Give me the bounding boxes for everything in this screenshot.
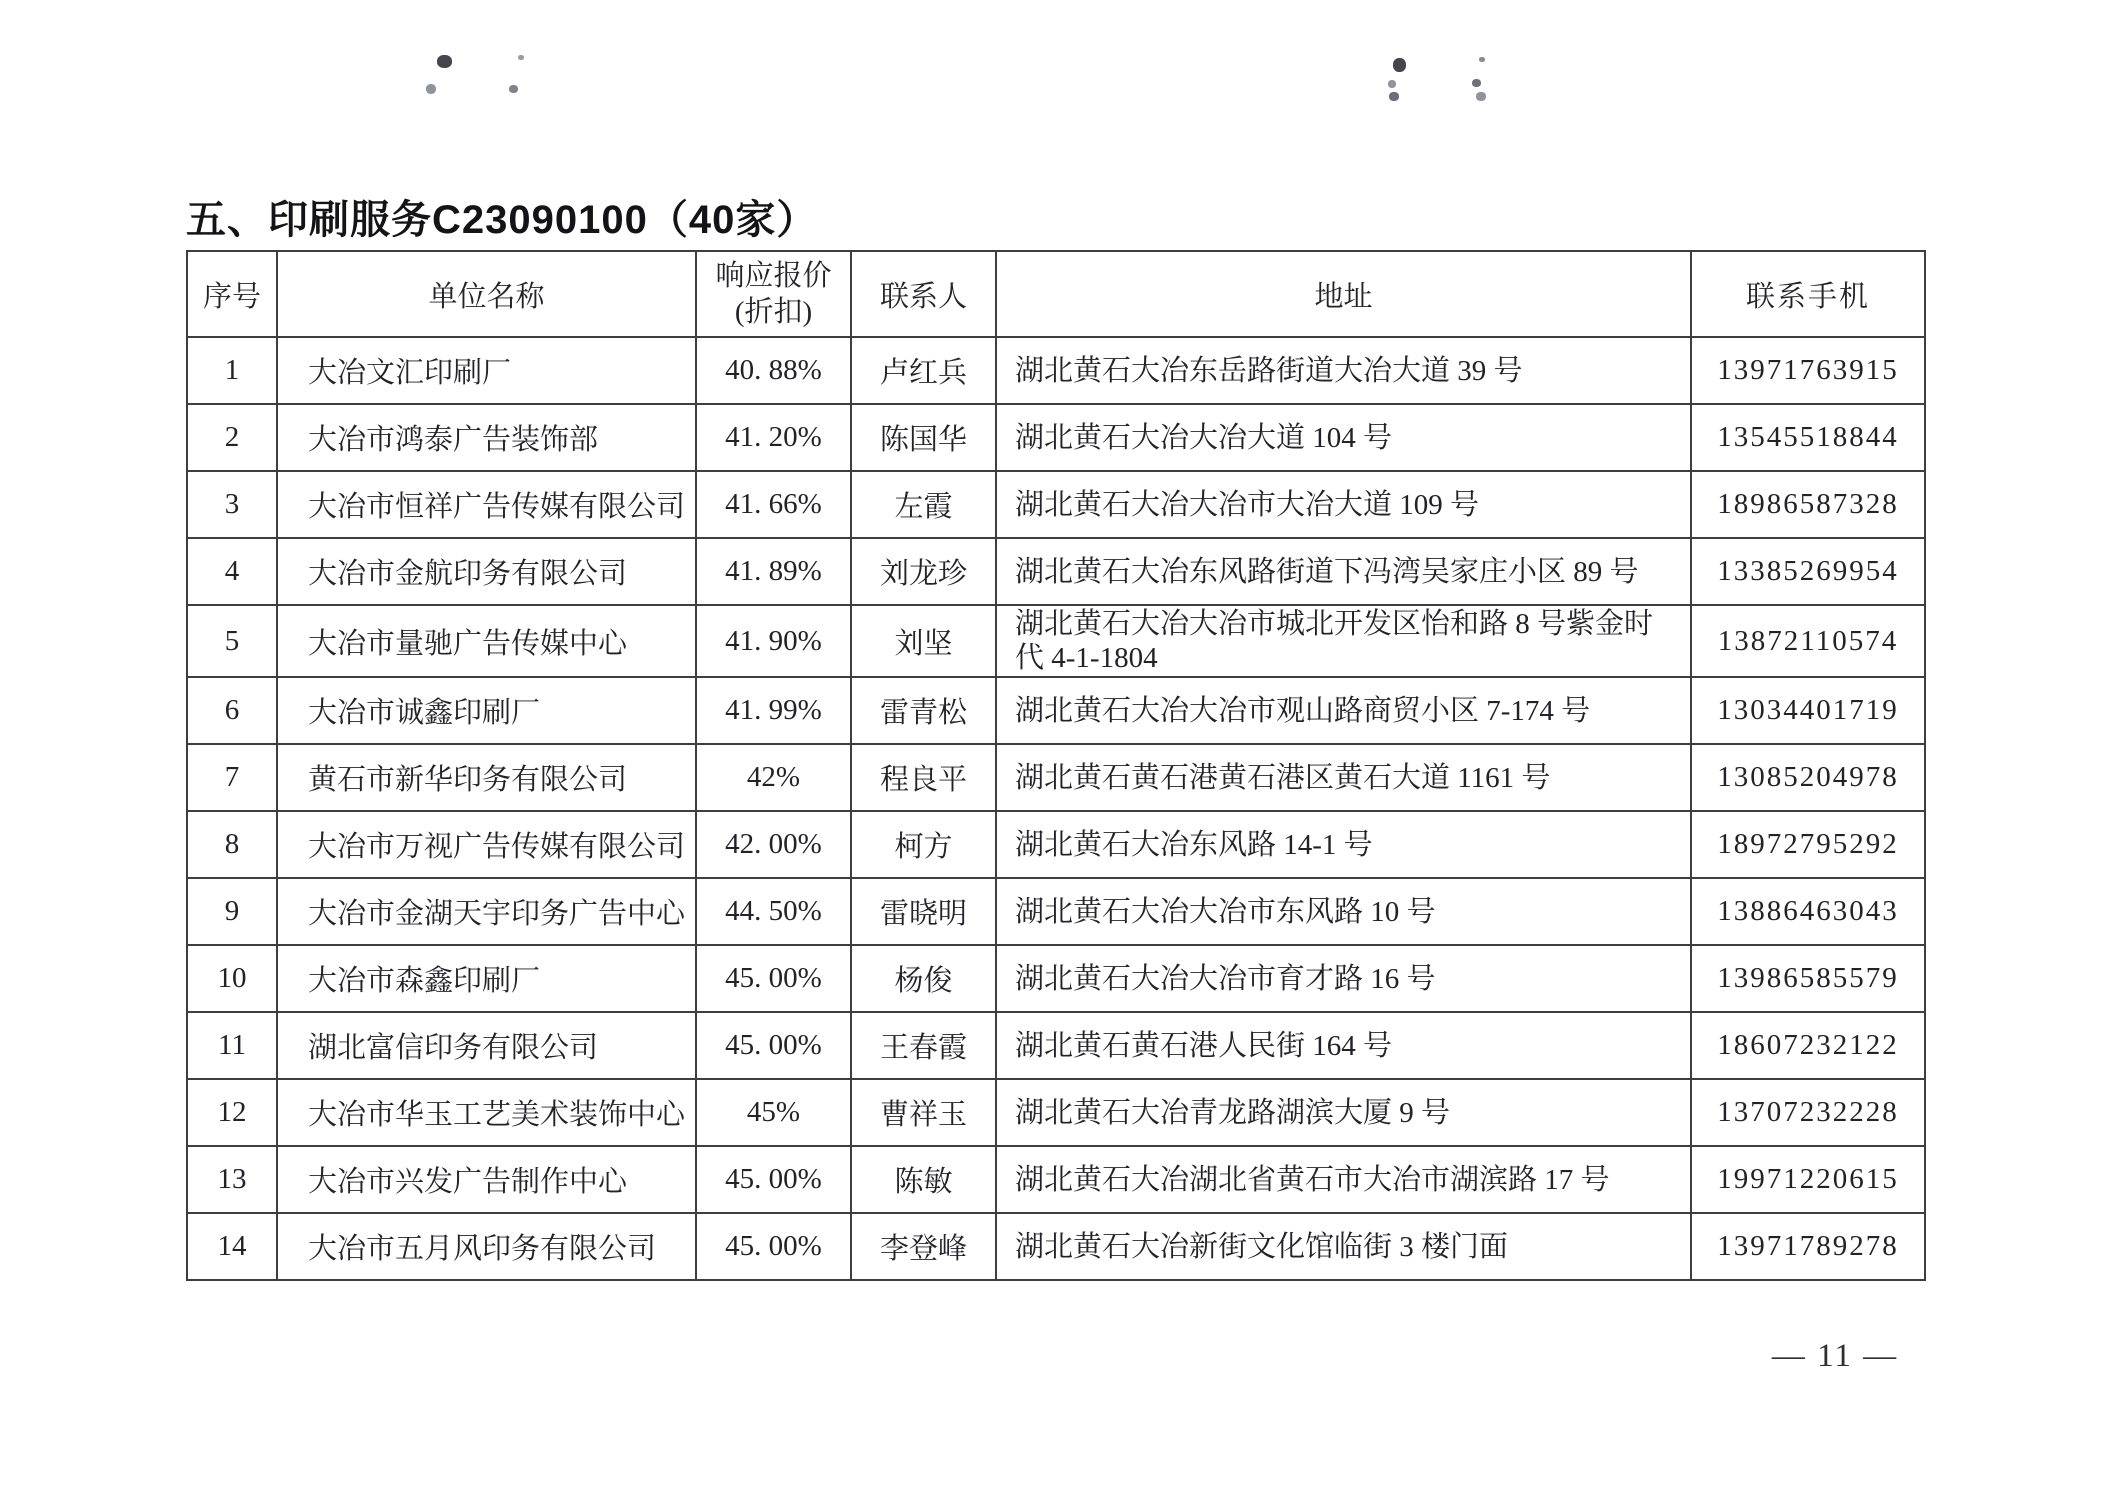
cell-address: 湖北黄石大冶大冶市城北开发区怡和路 8 号紫金时代 4-1-1804 — [996, 605, 1691, 677]
cell-contact-person: 左霞 — [851, 471, 996, 538]
header-quote-discount — [696, 251, 851, 337]
cell-contact-phone: 13034401719 — [1691, 677, 1925, 744]
cell-address: 湖北黄石大冶大冶大道 104 号 — [996, 404, 1691, 471]
cell-serial-number: 2 — [187, 404, 277, 471]
cell-quote-discount: 41. 20% — [696, 404, 851, 471]
table-row — [187, 538, 1925, 605]
cell-company-name: 湖北富信印务有限公司 — [277, 1012, 696, 1079]
cell-address: 湖北黄石大冶东风路 14-1 号 — [996, 811, 1691, 878]
scan-speck — [1388, 80, 1396, 88]
cell-address: 湖北黄石大冶青龙路湖滨大厦 9 号 — [996, 1079, 1691, 1146]
cell-serial-number: 6 — [187, 677, 277, 744]
cell-company-name: 黄石市新华印务有限公司 — [277, 744, 696, 811]
table-row — [187, 945, 1925, 1012]
header-quote-line1: 响应报价 — [715, 260, 832, 292]
cell-serial-number: 14 — [187, 1213, 277, 1280]
cell-quote-discount: 41. 66% — [696, 471, 851, 538]
table-header — [187, 251, 1925, 337]
cell-address: 湖北黄石大冶东岳路街道大冶大道 39 号 — [996, 337, 1691, 404]
table-row — [187, 605, 1925, 677]
scan-speck — [509, 85, 518, 93]
cell-serial-number: 9 — [187, 878, 277, 945]
cell-contact-phone: 13872110574 — [1691, 605, 1925, 677]
cell-company-name: 大冶市鸿泰广告装饰部 — [277, 404, 696, 471]
cell-company-name: 大冶市量驰广告传媒中心 — [277, 605, 696, 677]
page-number: — 11 — — [1771, 1338, 1899, 1374]
scan-speck — [1479, 57, 1485, 62]
vendor-table — [186, 250, 1926, 1281]
cell-quote-discount: 45% — [696, 1079, 851, 1146]
table-row — [187, 1079, 1925, 1146]
cell-serial-number: 7 — [187, 744, 277, 811]
cell-contact-person: 雷青松 — [851, 677, 996, 744]
cell-address: 湖北黄石大冶大冶市大冶大道 109 号 — [996, 471, 1691, 538]
cell-quote-discount: 41. 99% — [696, 677, 851, 744]
cell-contact-person: 程良平 — [851, 744, 996, 811]
scan-speck — [426, 84, 436, 94]
cell-address: 湖北黄石大冶大冶市东风路 10 号 — [996, 878, 1691, 945]
cell-contact-phone: 13886463043 — [1691, 878, 1925, 945]
cell-contact-phone: 18986587328 — [1691, 471, 1925, 538]
cell-contact-person: 杨俊 — [851, 945, 996, 1012]
cell-company-name: 大冶市兴发广告制作中心 — [277, 1146, 696, 1213]
cell-quote-discount: 45. 00% — [696, 1146, 851, 1213]
cell-contact-phone: 13971763915 — [1691, 337, 1925, 404]
cell-serial-number: 12 — [187, 1079, 277, 1146]
cell-company-name: 大冶市诚鑫印刷厂 — [277, 677, 696, 744]
cell-contact-phone: 13986585579 — [1691, 945, 1925, 1012]
header-contact-person: 联系人 — [851, 251, 996, 337]
cell-address: 湖北黄石黄石港黄石港区黄石大道 1161 号 — [996, 744, 1691, 811]
cell-serial-number: 1 — [187, 337, 277, 404]
table-row — [187, 1213, 1925, 1280]
cell-contact-person: 陈国华 — [851, 404, 996, 471]
cell-serial-number: 8 — [187, 811, 277, 878]
cell-quote-discount: 41. 89% — [696, 538, 851, 605]
cell-quote-discount: 44. 50% — [696, 878, 851, 945]
section-title: 五、印刷服务C23090100（40家） — [186, 198, 818, 242]
cell-company-name: 大冶市森鑫印刷厂 — [277, 945, 696, 1012]
cell-contact-person: 柯方 — [851, 811, 996, 878]
cell-address: 湖北黄石大冶湖北省黄石市大冶市湖滨路 17 号 — [996, 1146, 1691, 1213]
header-contact-phone: 联系手机 — [1691, 251, 1925, 337]
table-row — [187, 677, 1925, 744]
cell-contact-phone: 18607232122 — [1691, 1012, 1925, 1079]
scan-speck — [1472, 79, 1481, 87]
cell-company-name: 大冶市金湖天宇印务广告中心 — [277, 878, 696, 945]
table-row — [187, 404, 1925, 471]
cell-company-name: 大冶市万视广告传媒有限公司 — [277, 811, 696, 878]
cell-serial-number: 3 — [187, 471, 277, 538]
cell-quote-discount: 45. 00% — [696, 1213, 851, 1280]
cell-contact-person: 刘龙珍 — [851, 538, 996, 605]
cell-contact-person: 卢红兵 — [851, 337, 996, 404]
cell-quote-discount: 45. 00% — [696, 945, 851, 1012]
scan-speck — [1476, 92, 1486, 101]
header-serial-number: 序号 — [187, 251, 277, 337]
cell-quote-discount: 42% — [696, 744, 851, 811]
cell-quote-discount: 41. 90% — [696, 605, 851, 677]
cell-contact-phone: 13971789278 — [1691, 1213, 1925, 1280]
cell-contact-person: 曹祥玉 — [851, 1079, 996, 1146]
table-row — [187, 1012, 1925, 1079]
table-row — [187, 811, 1925, 878]
scan-speck — [518, 55, 524, 60]
cell-contact-person: 雷晓明 — [851, 878, 996, 945]
cell-company-name: 大冶市金航印务有限公司 — [277, 538, 696, 605]
cell-contact-phone: 19971220615 — [1691, 1146, 1925, 1213]
cell-contact-person: 刘坚 — [851, 605, 996, 677]
cell-contact-phone: 13085204978 — [1691, 744, 1925, 811]
cell-company-name: 大冶市华玉工艺美术装饰中心 — [277, 1079, 696, 1146]
table-body — [187, 337, 1925, 1280]
cell-quote-discount: 45. 00% — [696, 1012, 851, 1079]
header-quote-line2: (折扣) — [734, 296, 813, 328]
cell-contact-phone: 18972795292 — [1691, 811, 1925, 878]
cell-contact-person: 李登峰 — [851, 1213, 996, 1280]
cell-quote-discount: 42. 00% — [696, 811, 851, 878]
table-row — [187, 878, 1925, 945]
cell-address: 湖北黄石大冶大冶市观山路商贸小区 7-174 号 — [996, 677, 1691, 744]
cell-address: 湖北黄石大冶大冶市育才路 16 号 — [996, 945, 1691, 1012]
cell-contact-phone: 13385269954 — [1691, 538, 1925, 605]
scan-speck — [1389, 92, 1399, 101]
cell-serial-number: 11 — [187, 1012, 277, 1079]
cell-address: 湖北黄石大冶新街文化馆临街 3 楼门面 — [996, 1213, 1691, 1280]
header-address: 地址 — [996, 251, 1691, 337]
cell-contact-phone: 13545518844 — [1691, 404, 1925, 471]
cell-address: 湖北黄石大冶东风路街道下冯湾吴家庄小区 89 号 — [996, 538, 1691, 605]
cell-serial-number: 10 — [187, 945, 277, 1012]
table-row — [187, 1146, 1925, 1213]
cell-contact-person: 王春霞 — [851, 1012, 996, 1079]
scan-speck — [1393, 58, 1406, 72]
cell-serial-number: 5 — [187, 605, 277, 677]
cell-company-name: 大冶市五月风印务有限公司 — [277, 1213, 696, 1280]
table-row — [187, 471, 1925, 538]
header-company-name: 单位名称 — [277, 251, 696, 337]
cell-contact-person: 陈敏 — [851, 1146, 996, 1213]
cell-serial-number: 4 — [187, 538, 277, 605]
table-row — [187, 744, 1925, 811]
table-row — [187, 337, 1925, 404]
cell-company-name: 大冶文汇印刷厂 — [277, 337, 696, 404]
cell-serial-number: 13 — [187, 1146, 277, 1213]
cell-address: 湖北黄石黄石港人民街 164 号 — [996, 1012, 1691, 1079]
cell-company-name: 大冶市恒祥广告传媒有限公司 — [277, 471, 696, 538]
scan-speck — [437, 55, 452, 68]
cell-quote-discount: 40. 88% — [696, 337, 851, 404]
cell-contact-phone: 13707232228 — [1691, 1079, 1925, 1146]
